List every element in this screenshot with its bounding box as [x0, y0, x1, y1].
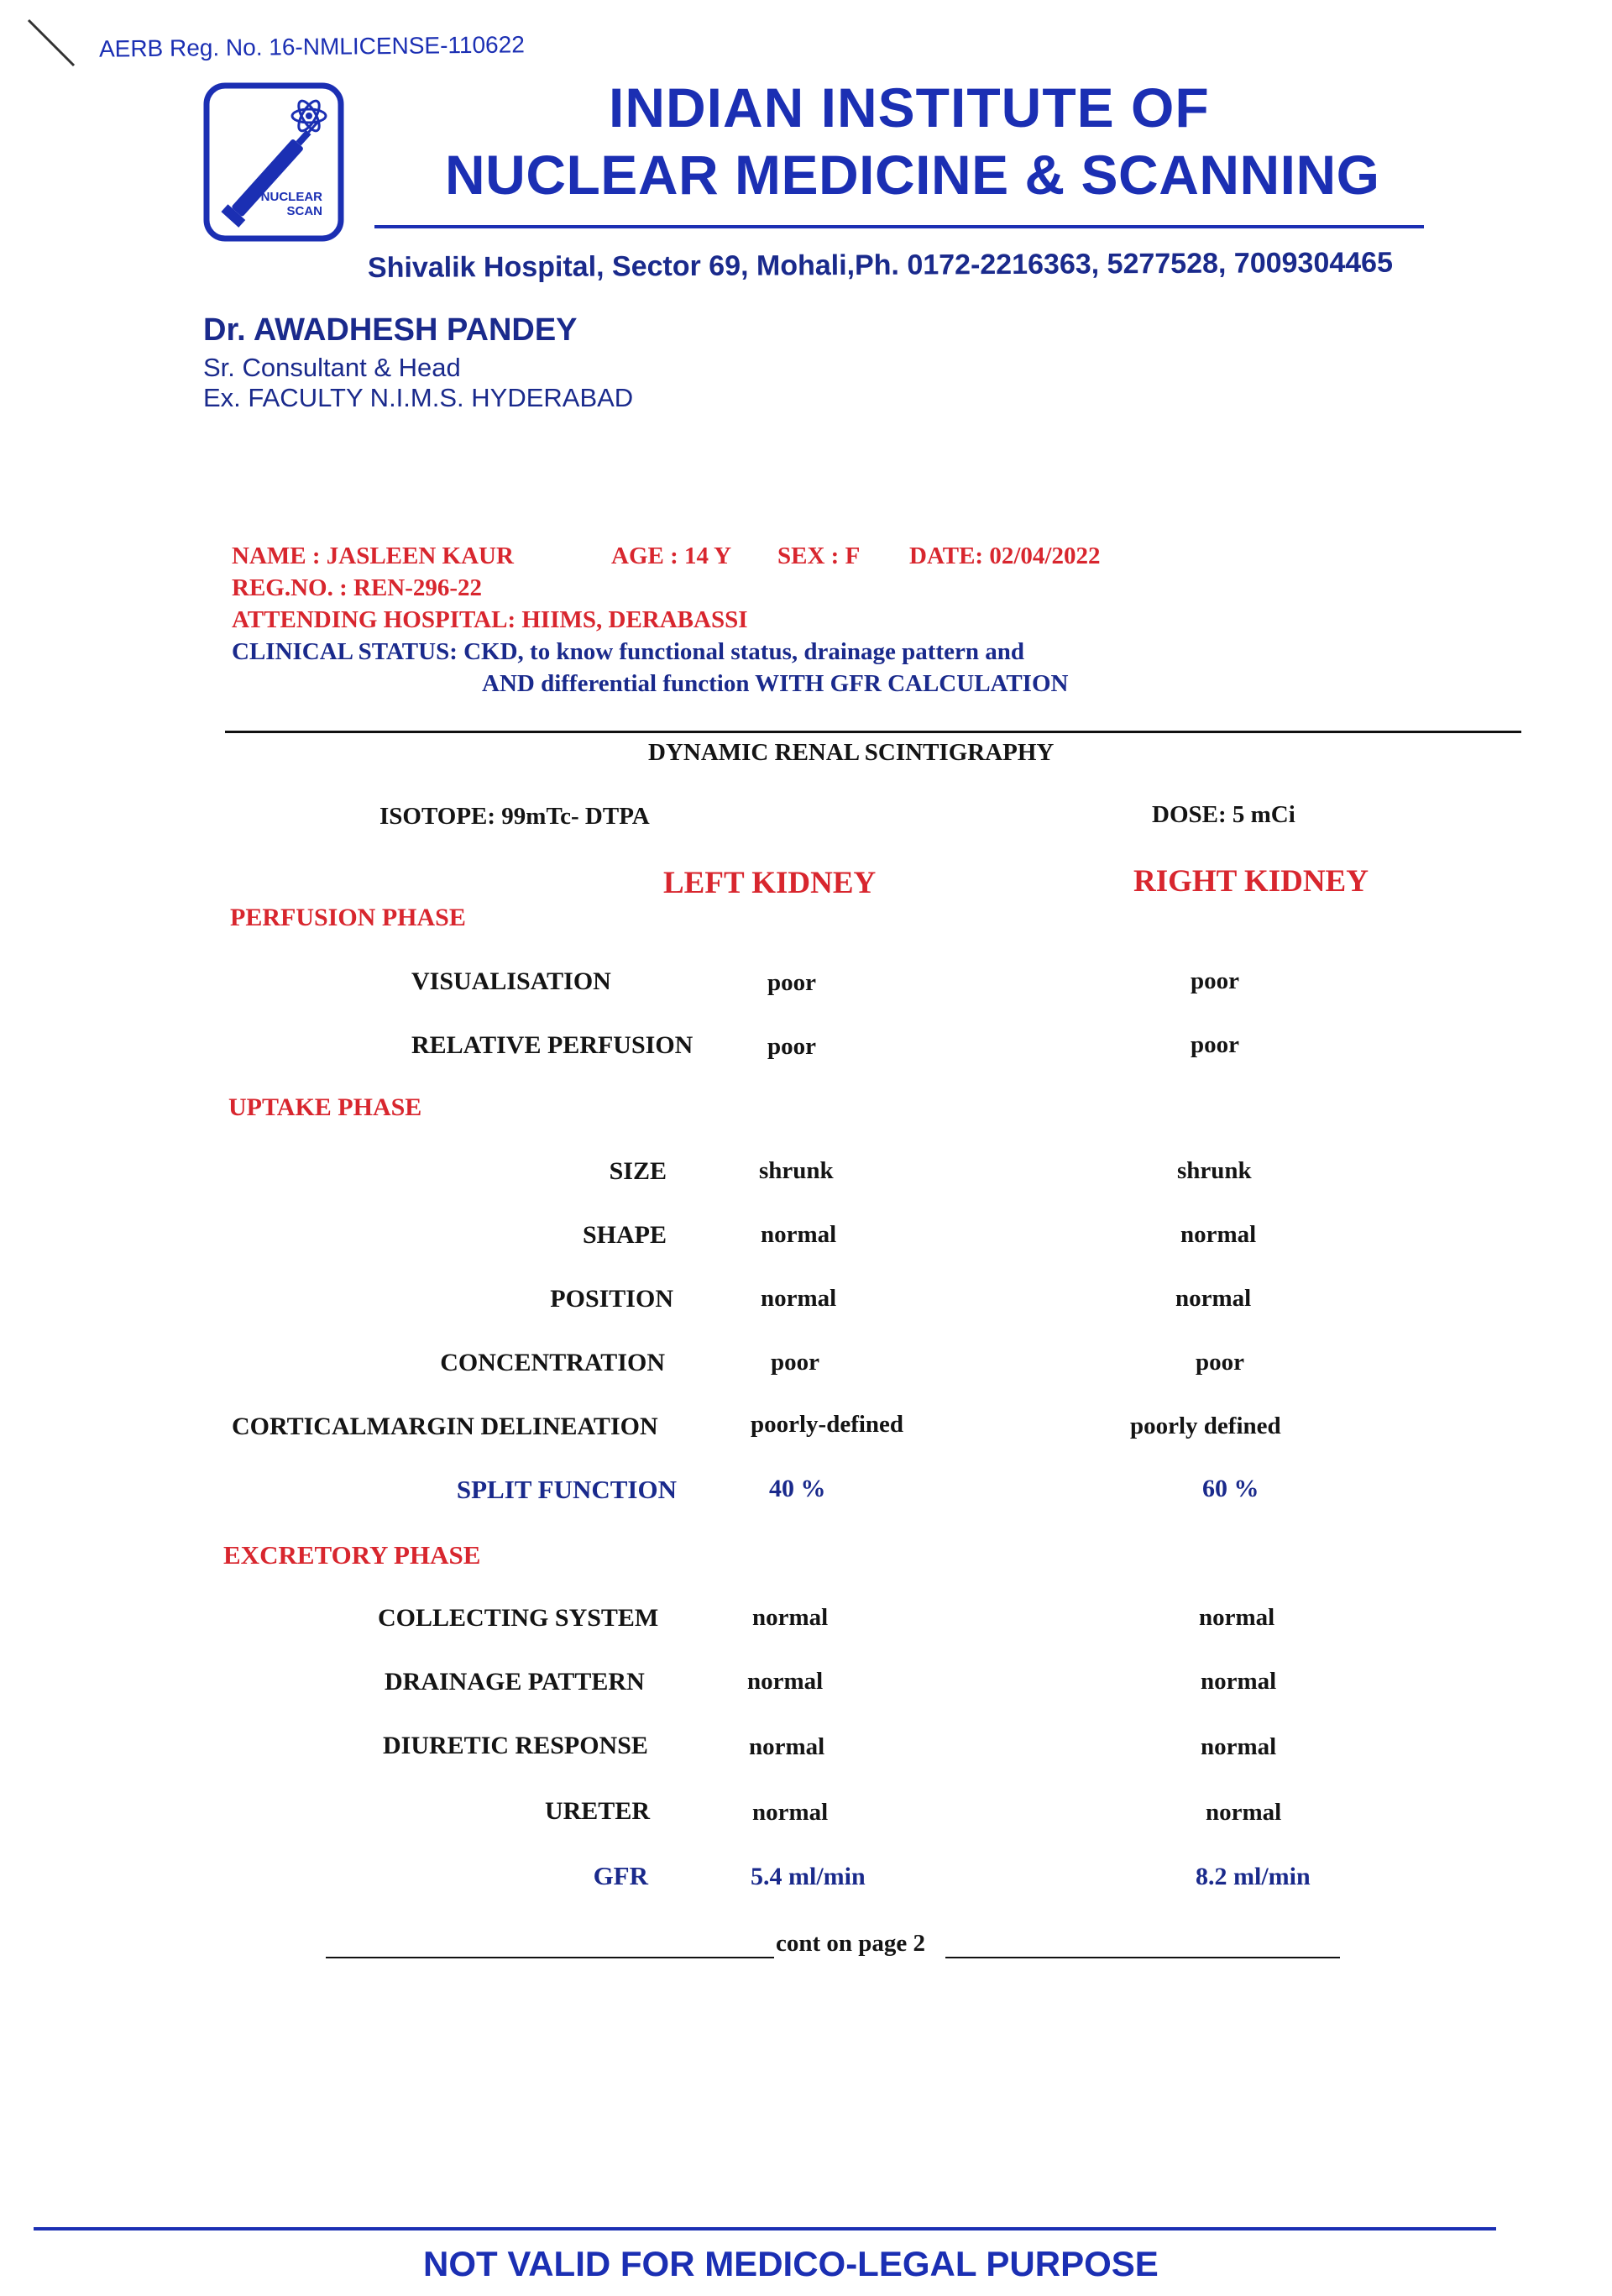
dose: DOSE: 5 mCi	[1152, 801, 1295, 828]
left-kidney-heading: LEFT KIDNEY	[663, 866, 877, 900]
row-label-ureter: URETER	[544, 1797, 650, 1825]
header-rule	[374, 225, 1424, 228]
aerb-registration: AERB Reg. No. 16-NMLICENSE-110622	[98, 31, 525, 62]
left-position: normal	[761, 1285, 837, 1312]
registration-number: REG.NO. : REN-296-22	[232, 574, 483, 601]
left-shape: normal	[761, 1221, 837, 1248]
doctor-name: Dr. AWADHESH PANDEY	[203, 312, 578, 348]
doctor-title: Sr. Consultant & Head	[203, 353, 461, 382]
right-size: shrunk	[1177, 1157, 1252, 1184]
row-label-corticalmargin-delineation: CORTICALMARGIN DELINEATION	[232, 1413, 658, 1440]
left-gfr: 5.4 ml/min	[751, 1863, 866, 1890]
report-title: DYNAMIC RENAL SCINTIGRAPHY	[648, 739, 1055, 766]
row-label-gfr: GFR	[593, 1861, 648, 1890]
left-collecting-system: normal	[752, 1604, 829, 1631]
left-diuretic-response: normal	[749, 1733, 825, 1760]
right-diuretic-response: normal	[1201, 1733, 1277, 1760]
excretory-phase-heading: EXCRETORY PHASE	[223, 1540, 481, 1570]
right-ureter: normal	[1206, 1799, 1282, 1826]
institute-name-line2: NUCLEAR MEDICINE & SCANNING	[445, 144, 1380, 206]
right-kidney-heading: RIGHT KIDNEY	[1133, 864, 1369, 899]
left-size: shrunk	[759, 1157, 834, 1184]
section-rule	[225, 731, 1521, 733]
row-label-shape: SHAPE	[582, 1221, 667, 1249]
right-position: normal	[1175, 1285, 1252, 1312]
clinical-status-line1: CLINICAL STATUS: CKD, to know functional status, drainage pattern and	[232, 638, 1024, 665]
right-drainage-pattern: normal	[1201, 1668, 1277, 1695]
right-collecting-system: normal	[1199, 1604, 1275, 1631]
left-visualisation: poor	[767, 969, 816, 996]
right-relative-perfusion: poor	[1191, 1031, 1239, 1058]
left-ureter: normal	[752, 1799, 829, 1826]
right-shape: normal	[1180, 1221, 1257, 1248]
institute-name-line1: INDIAN INSTITUTE OF	[609, 76, 1210, 139]
row-label-relative-perfusion: RELATIVE PERFUSION	[411, 1031, 693, 1059]
footer-rule	[34, 2227, 1496, 2230]
row-label-collecting-system: COLLECTING SYSTEM	[378, 1604, 659, 1632]
institute-logo	[203, 82, 344, 242]
patient-name: NAME : JASLEEN KAUR	[232, 543, 514, 569]
row-label-concentration: CONCENTRATION	[440, 1349, 665, 1376]
uptake-phase-heading: UPTAKE PHASE	[228, 1093, 422, 1121]
logo-caption: NUCLEAR SCAN	[260, 190, 322, 218]
attending-hospital: ATTENDING HOSPITAL: HIIMS, DERABASSI	[232, 606, 748, 633]
doctor-faculty: Ex. FACULTY N.I.M.S. HYDERABAD	[203, 383, 634, 412]
right-split-function: 60 %	[1202, 1475, 1259, 1502]
left-relative-perfusion: poor	[767, 1033, 816, 1060]
continued-rule-right	[945, 1957, 1340, 1958]
left-concentration: poor	[771, 1349, 819, 1376]
clinical-status-line2: AND differential function WITH GFR CALCULATION	[482, 670, 1069, 697]
patient-age: AGE : 14 Y	[611, 543, 732, 569]
right-gfr: 8.2 ml/min	[1196, 1863, 1311, 1890]
right-concentration: poor	[1196, 1349, 1244, 1376]
continued-rule-left	[326, 1957, 774, 1958]
medico-legal-disclaimer: NOT VALID FOR MEDICO-LEGAL PURPOSE	[423, 2244, 1159, 2283]
left-split-function: 40 %	[769, 1475, 826, 1502]
report-date: DATE: 02/04/2022	[909, 543, 1101, 569]
left-corticalmargin-delineation: poorly-defined	[751, 1411, 904, 1438]
row-label-visualisation: VISUALISATION	[411, 967, 611, 995]
hospital-address: Shivalik Hospital, Sector 69, Mohali,Ph. 0172-2216363, 5277528, 7009304465	[367, 246, 1394, 284]
perfusion-phase-heading: PERFUSION PHASE	[230, 904, 466, 931]
row-label-diuretic-response: DIURETIC RESPONSE	[383, 1732, 648, 1759]
row-label-split-function: SPLIT FUNCTION	[456, 1475, 677, 1504]
isotope: ISOTOPE: 99mTc- DTPA	[379, 803, 650, 830]
patient-sex: SEX : F	[777, 543, 861, 569]
row-label-size: SIZE	[609, 1157, 667, 1185]
corner-pen-mark	[24, 15, 82, 74]
left-drainage-pattern: normal	[747, 1668, 824, 1695]
row-label-position: POSITION	[550, 1285, 673, 1313]
right-corticalmargin-delineation: poorly defined	[1130, 1413, 1281, 1439]
row-label-drainage-pattern: DRAINAGE PATTERN	[385, 1668, 645, 1696]
right-visualisation: poor	[1191, 967, 1239, 994]
continued-note: cont on page 2	[776, 1930, 926, 1957]
